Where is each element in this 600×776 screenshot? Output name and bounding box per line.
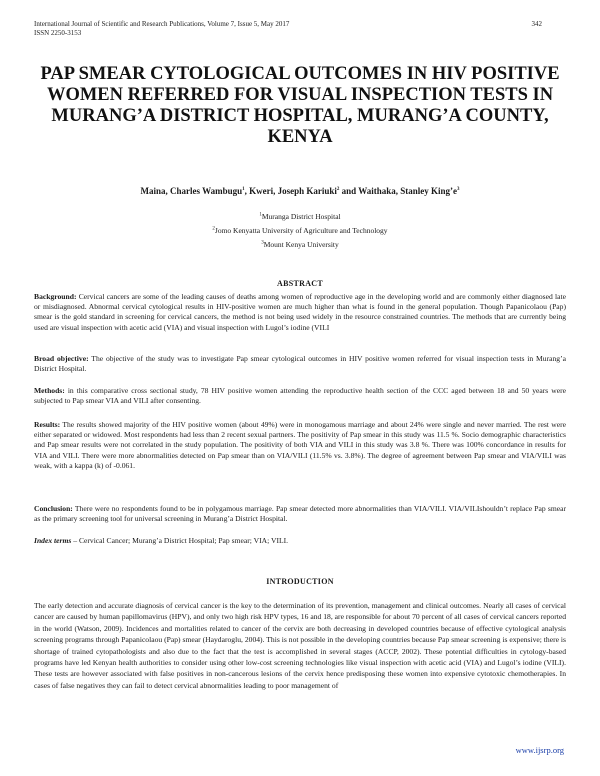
running-header — [34, 20, 289, 38]
results-label: Results: — [34, 420, 61, 429]
introduction-text: The early detection and accurate diagnosis of cervical cancer is the key to the determination of its prevention, management and clinical outcomes. Nearly all cases of cervical cancer are caused by human papillomavirus (HPV), and only two high risk HPV types, 16 and 18, are responsible for about 70 percent of all cases of cervical cancers reported in the world (Watson, 2009). Incidences and mortalities related to cancer of the cervix are both decreasing in developed countries because of effective cytological analysis screening programs through Papanicolaou (Pap) smear (Haydaroglu, 2004). This is not possible in the developing countries because Pap smear screening is expensive; there is shortage of trained cytopathologists and also due to the fact that the test is accomplished in several stages (ACCP, 2002). These potential difficulties in cytology-based programs have led Kenyan health authorities to consider using other low-cost screening technologies like visual inspection with acetic acid (VIA) and Lugol’s iodine (VILI). These tests are however associated with false positives in non-cancerous lesions of the cervix hence predisposing these women into expensive cytotoxic chemotherapies. In cases of false negatives they can fail to detect cervical abnormalities leading to poor management of — [34, 601, 566, 690]
background-label: Background: — [34, 292, 77, 301]
objective-label: Broad objective: — [34, 354, 89, 363]
journal-url-link[interactable]: www.ijsrp.org — [515, 745, 564, 755]
author-1-sup: 1 — [242, 187, 245, 192]
affiliation-1 — [30, 212, 570, 221]
methods-label: Methods: — [34, 386, 65, 395]
author-list — [30, 186, 570, 196]
objective-text: The objective of the study was to investigate Pap smear cytological outcomes in HIV positive women referred for visual inspection tests in Murang’a District Hospital. — [34, 354, 566, 374]
abstract-objective — [34, 354, 566, 374]
journal-citation: International Journal of Scientific and Research Publications, Volume 7, Issue 5, May 2017 — [34, 20, 290, 28]
results-text: The results showed majority of the HIV positive women (about 49%) were in monogamous marriage and about 24% were single and never married. The rest were either separated or widowed. Most respondents had less than 2 recent sexual partners. The positivity of Pap smear in this study was 11.5 %. Socio demographic characteristics and Pap smear results were not correlated in the study population. The positivity of both VIA and VILI in this study was 3.8 %. There was 100% concordance in results for VIA and VILI. There were more abnormalities detected on Pap smear than on VIA/VILI (11.5% vs. 3.8%). The degree of agreement between Pap smear and VIA/VILI was weak, with a kappa (k) of -0.061. — [34, 420, 566, 470]
author-2: , Kweri, Joseph Kariuki — [244, 186, 337, 196]
affiliation-2-sup: 2 — [212, 226, 215, 232]
affiliation-1-sup: 1 — [259, 212, 262, 218]
author-3-sup: 3 — [457, 187, 460, 192]
affiliation-1-text: Muranga District Hospital — [261, 212, 341, 221]
background-text: Cervical cancers are some of the leading causes of deaths among women of reproductive age in the developing world and are commonly either diagnosed late or misdiagnosed. Abnormal cervical cytological results in HIV-positive women are much higher than what is found in the general population. Though Papanicolaou (Pap) smear is the gold standard in screening for cervical cancers, the method is not being used widely in the resource constrained countries. The methods that are currently being used are visual inspection with acetic acid (VIA) and visual inspection with Lugol’s iodine (VILI — [34, 292, 566, 332]
affiliation-3 — [30, 240, 570, 249]
index-terms-text: – Cervical Cancer; Murang’a District Hospital; Pap smear; VIA; VILI. — [71, 536, 289, 545]
abstract-results — [34, 420, 566, 471]
conclusion-label: Conclusion: — [34, 504, 73, 513]
page-number: 342 — [531, 20, 542, 28]
affiliation-3-text: Mount Kenya University — [263, 240, 339, 249]
abstract-heading: ABSTRACT — [277, 279, 323, 288]
abstract-background — [34, 292, 566, 333]
index-terms — [34, 536, 566, 546]
abstract-conclusion — [34, 504, 566, 524]
affiliation-3-sup: 3 — [261, 240, 264, 246]
author-1: Maina, Charles Wambugu — [140, 186, 243, 196]
issn: ISSN 2250-3153 — [34, 29, 82, 37]
abstract-methods — [34, 386, 566, 406]
methods-text: in this comparative cross sectional study, 78 HIV positive women attending the reproductive health section of the CCC aged between 18 and 50 years were subjected to Pap smear VIA and VILI after consenting. — [34, 386, 566, 406]
conclusion-text: There were no respondents found to be in polygamous marriage. Pap smear detected more abnormalities than VIA/VILI. VIA/VILIshouldn’t replace Pap smear as the primary screening tool for universal screening in Murang’a District Hospital. — [34, 504, 566, 524]
author-2-sup: 2 — [336, 187, 340, 192]
index-terms-label: Index terms — [34, 536, 72, 545]
introduction-heading: INTRODUCTION — [266, 577, 334, 586]
affiliation-2 — [30, 226, 570, 235]
author-3: and Waithaka, Stanley King’e — [339, 186, 457, 196]
paper-title: PAP SMEAR CYTOLOGICAL OUTCOMES IN HIV POSITIVE WOMEN REFERRED FOR VISUAL INSPECTION TESTS IN MURANG’A DISTRICT HOSPITAL, MURANG’A COUNTY, KENYA — [40, 64, 560, 147]
affiliation-2-text: Jomo Kenyatta University of Agriculture and Technology — [214, 226, 388, 235]
